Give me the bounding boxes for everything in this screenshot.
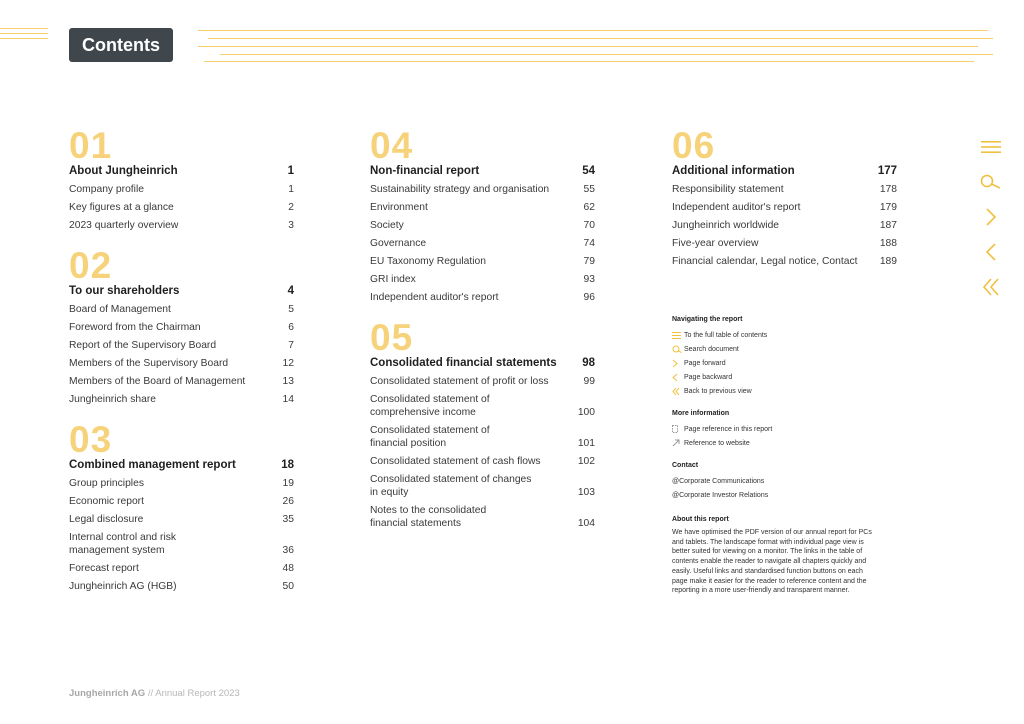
more-heading: More information xyxy=(672,410,730,417)
nav-toolbar xyxy=(978,130,1004,305)
toc-entry[interactable] xyxy=(69,357,294,370)
section-number: 05 xyxy=(370,317,414,358)
contact-investor-relations-link[interactable]: @Corporate Investor Relations xyxy=(672,491,769,499)
chevron-left-icon xyxy=(985,242,997,262)
external-link-icon xyxy=(672,439,684,447)
legend-page-ref: Page reference in this report xyxy=(672,422,902,436)
toc-entry-page: 102 xyxy=(577,456,595,467)
toc-heading-title: Non-financial report xyxy=(370,165,480,177)
toc-entry-page: 62 xyxy=(583,202,595,213)
section-number: 03 xyxy=(69,419,113,460)
toc-entry[interactable] xyxy=(672,255,897,268)
toc-entry[interactable] xyxy=(370,291,595,304)
legend-forward: Page forward xyxy=(672,356,902,370)
toc-entry[interactable] xyxy=(370,455,595,468)
toc-entry[interactable] xyxy=(370,473,595,499)
toc-entry[interactable] xyxy=(69,531,294,557)
toc-entry-page: 96 xyxy=(583,292,595,303)
toc-section-heading[interactable] xyxy=(370,164,595,178)
toc-entry[interactable] xyxy=(69,339,294,352)
legend-search: Search document xyxy=(672,342,902,356)
search-button[interactable] xyxy=(978,165,1004,199)
toc-section-heading[interactable] xyxy=(69,284,294,298)
toc-entry-page: 70 xyxy=(583,220,595,231)
toc-section-06 xyxy=(672,125,897,268)
page-forward-button[interactable] xyxy=(978,200,1004,234)
toc-entry-label: Forecast report xyxy=(69,563,139,574)
legend-backward: Page backward xyxy=(672,370,902,384)
toc-heading-title: Consolidated financial statements xyxy=(370,357,557,369)
toc-section-heading[interactable] xyxy=(672,164,897,178)
toc-entry-page: 3 xyxy=(288,220,294,231)
toc-entry[interactable] xyxy=(69,393,294,406)
toc-column-1 xyxy=(69,125,294,607)
menu-icon xyxy=(672,332,684,339)
toc-entry-label: Economic report xyxy=(69,496,144,507)
toc-entry-label: Group principles xyxy=(69,478,144,489)
contact-communications-link[interactable]: @Corporate Communications xyxy=(672,477,765,485)
toc-entry-label: Financial calendar, Legal notice, Contact xyxy=(672,256,858,267)
toc-entry-label: Jungheinrich share xyxy=(69,394,157,405)
nav-heading: Navigating the report xyxy=(672,316,743,323)
toc-entry-page: 19 xyxy=(282,478,294,489)
toc-entry-page: 14 xyxy=(282,394,294,405)
info-panel xyxy=(672,316,902,596)
toc-entry-page: 178 xyxy=(879,184,897,195)
toc-entry[interactable] xyxy=(370,393,595,419)
about-heading: About this report xyxy=(672,516,729,523)
toc-entry-label: Notes to the consolidated financial statements xyxy=(370,505,487,529)
section-number: 06 xyxy=(672,125,716,166)
toc-entry[interactable] xyxy=(370,183,595,196)
page-reference-icon xyxy=(672,425,684,433)
toc-entry-label: Independent auditor's report xyxy=(370,292,499,303)
double-chevron-left-icon xyxy=(672,387,684,396)
legend-menu: To the full table of contents xyxy=(672,328,902,342)
toc-heading-page: 1 xyxy=(287,165,294,177)
toc-entry-page: 189 xyxy=(879,256,897,267)
toc-menu-button[interactable] xyxy=(978,130,1004,164)
toc-entry-label: Consolidated statement of changes in equity xyxy=(370,474,532,498)
toc-entry[interactable] xyxy=(69,201,294,214)
toc-entry-label: Environment xyxy=(370,202,428,213)
toc-entry-page: 2 xyxy=(288,202,294,213)
toc-entry[interactable] xyxy=(69,321,294,334)
toc-column-3 xyxy=(672,125,897,282)
toc-entry-page: 6 xyxy=(288,322,294,333)
toc-entry[interactable] xyxy=(69,375,294,388)
menu-icon xyxy=(981,140,1001,154)
toc-entry-label: Sustainability strategy and organisation xyxy=(370,184,550,195)
toc-heading-title: To our shareholders xyxy=(69,285,180,297)
toc-entry-label: Company profile xyxy=(69,184,144,195)
toc-heading-page: 54 xyxy=(582,165,595,177)
section-number: 01 xyxy=(69,125,113,166)
toc-section-heading[interactable] xyxy=(370,356,595,370)
toc-entry-page: 50 xyxy=(282,581,294,592)
toc-entry[interactable] xyxy=(69,495,294,508)
toc-section-03 xyxy=(69,419,294,593)
toc-entry-label: Five-year overview xyxy=(672,238,759,249)
toc-section-04 xyxy=(370,125,595,304)
toc-entry-page: 188 xyxy=(879,238,897,249)
toc-entry-page: 74 xyxy=(583,238,595,249)
toc-section-02 xyxy=(69,245,294,406)
toc-entry-label: Consolidated statement of financial position xyxy=(370,425,490,449)
toc-entry-page: 7 xyxy=(288,340,294,351)
toc-entry[interactable] xyxy=(69,513,294,526)
toc-entry-label: EU Taxonomy Regulation xyxy=(370,256,487,267)
toc-entry-label: Legal disclosure xyxy=(69,514,144,525)
toc-entry-label: Members of the Board of Management xyxy=(69,376,246,387)
toc-entry-page: 99 xyxy=(583,376,595,387)
toc-entry[interactable] xyxy=(672,237,897,250)
toc-entry-page: 55 xyxy=(583,184,595,195)
toc-entry[interactable] xyxy=(370,424,595,450)
search-icon xyxy=(980,174,1002,190)
toc-entry[interactable] xyxy=(672,219,897,232)
toc-entry-label: Members of the Supervisory Board xyxy=(69,358,229,369)
legend-back-view: Back to previous view xyxy=(672,384,902,398)
section-number: 04 xyxy=(370,125,414,166)
toc-entry-page: 93 xyxy=(583,274,595,285)
toc-entry-label: Jungheinrich worldwide xyxy=(672,220,780,231)
toc-entry-page: 103 xyxy=(577,487,595,498)
toc-entry[interactable] xyxy=(69,580,294,593)
contact-heading: Contact xyxy=(672,462,699,469)
toc-section-01 xyxy=(69,125,294,232)
toc-entry-page: 48 xyxy=(282,563,294,574)
toc-entry-label: Foreword from the Chairman xyxy=(69,322,201,333)
toc-entry[interactable] xyxy=(370,201,595,214)
toc-entry-page: 26 xyxy=(282,496,294,507)
toc-entry[interactable] xyxy=(672,183,897,196)
toc-entry-label: Independent auditor's report xyxy=(672,202,801,213)
toc-entry-label: Governance xyxy=(370,238,427,249)
toc-entry-label: Society xyxy=(370,220,404,231)
toc-heading-page: 177 xyxy=(877,165,897,177)
toc-entry-label: Jungheinrich AG (HGB) xyxy=(69,581,177,592)
toc-entry-page: 1 xyxy=(288,184,294,195)
toc-section-heading[interactable] xyxy=(69,458,294,472)
toc-entry[interactable] xyxy=(370,273,595,286)
toc-entry-page: 104 xyxy=(577,518,595,529)
toc-entry-label: Consolidated statement of comprehensive income xyxy=(370,394,490,418)
decorative-lines-left xyxy=(0,28,48,43)
page-title: Contents xyxy=(69,28,173,62)
toc-entry[interactable] xyxy=(69,562,294,575)
toc-heading-title: Combined management report xyxy=(69,459,236,471)
chevron-left-icon xyxy=(672,373,684,382)
toc-entry-label: Board of Management xyxy=(69,304,171,315)
toc-entry-page: 12 xyxy=(282,358,294,369)
toc-entry-page: 13 xyxy=(282,376,294,387)
toc-heading-page: 4 xyxy=(287,285,294,297)
toc-entry[interactable] xyxy=(69,303,294,316)
legend-web-ref: Reference to website xyxy=(672,436,902,450)
toc-heading-title: About Jungheinrich xyxy=(69,165,178,177)
toc-entry-page: 5 xyxy=(288,304,294,315)
toc-entry-label: 2023 quarterly overview xyxy=(69,220,179,231)
toc-entry[interactable] xyxy=(69,183,294,196)
toc-heading-title: Additional information xyxy=(672,165,795,177)
toc-entry-page: 101 xyxy=(577,438,595,449)
chevron-right-icon xyxy=(985,207,997,227)
double-chevron-left-icon xyxy=(982,277,1000,297)
toc-entry-page: 179 xyxy=(879,202,897,213)
toc-entry-label: Internal control and risk management system xyxy=(69,532,177,556)
back-to-previous-view-button[interactable] xyxy=(978,270,1004,304)
page-backward-button[interactable] xyxy=(978,235,1004,269)
page-footer: Jungheinrich AG // Annual Report 2023 xyxy=(69,688,240,699)
toc-section-heading[interactable] xyxy=(69,164,294,178)
toc-heading-page: 18 xyxy=(281,459,294,471)
toc-entry-page: 79 xyxy=(583,256,595,267)
toc-section-05 xyxy=(370,317,595,530)
search-icon xyxy=(672,345,684,353)
toc-entry-label: Key figures at a glance xyxy=(69,202,174,213)
toc-column-2 xyxy=(370,125,595,544)
section-number: 02 xyxy=(69,245,113,286)
toc-entry[interactable] xyxy=(370,219,595,232)
toc-entry[interactable] xyxy=(370,375,595,388)
toc-entry-page: 36 xyxy=(282,545,294,556)
toc-entry-label: GRI index xyxy=(370,274,416,285)
toc-entry[interactable] xyxy=(69,219,294,232)
toc-entry[interactable] xyxy=(370,237,595,250)
toc-entry-label: Report of the Supervisory Board xyxy=(69,340,217,351)
toc-entry[interactable] xyxy=(370,504,595,530)
toc-entry[interactable] xyxy=(69,477,294,490)
chevron-right-icon xyxy=(672,359,684,368)
toc-entry-label: Consolidated statement of profit or loss xyxy=(370,376,549,387)
toc-entry-label: Consolidated statement of cash flows xyxy=(370,456,541,467)
toc-entry-page: 35 xyxy=(282,514,294,525)
toc-entry[interactable] xyxy=(370,255,595,268)
toc-heading-page: 98 xyxy=(582,357,595,369)
toc-entry[interactable] xyxy=(672,201,897,214)
toc-entry-label: Responsibility statement xyxy=(672,184,784,195)
about-text: We have optimised the PDF version of our annual report for PCs and tablets. The landscape format with individual page view is better suited for viewing on a monitor. The links in the table of contents enable the reader to navigate all chapters quickly and easily. Useful links and standardised function buttons on each page make it easier for the reader to reference content and the reporting in a more user-friendly and transparent manner. xyxy=(672,529,872,595)
toc-entry-page: 187 xyxy=(879,220,897,231)
toc-entry-page: 100 xyxy=(577,407,595,418)
